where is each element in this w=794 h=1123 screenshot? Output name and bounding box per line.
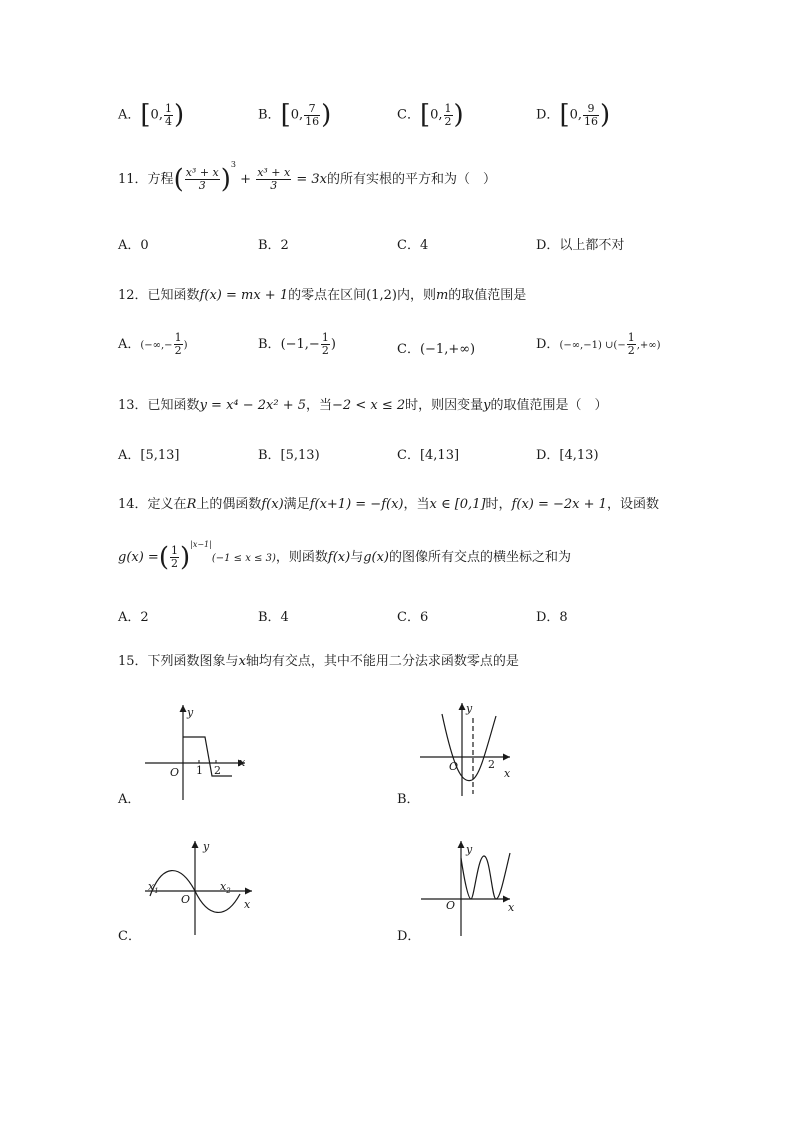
q10-option-c[interactable]: C．[0, $\frac{1}{2}$ ) [397,100,464,130]
q11-option-a[interactable]: A．0 [118,238,149,253]
graph-d-curve [461,853,510,899]
q13-option-a[interactable]: A．[5,13] [118,448,180,463]
q10-option-d[interactable]: D．[0, $\frac{9}{16}$ ) [536,100,611,130]
q14-option-c[interactable]: C．6 [397,610,429,625]
q13-option-d[interactable]: D．[4,13) [536,448,599,463]
q10-option-b[interactable]: B．[0, $\frac{7}{16}$ ) [258,100,332,130]
graph-a-curve [183,737,232,776]
q14-option-d[interactable]: D．8 [536,610,568,625]
q10-option-a[interactable]: A．[0, $\frac{1}{4}$ ) [118,100,185,130]
graph-b-label: B． [397,792,420,807]
q13-option-c[interactable]: C．[4,13] [397,448,460,463]
q14-stem-line2: g(x) =( $\frac{1}{2}$ )$^{|x-1|}$(−1 ≤ x ≤ 3)，则函数f(x)与g(x)的图像所有交点的横坐标之和为 [118,540,572,573]
q14-stem-line1: 14．定义在R上的偶函数f(x)满足f(x+1) = −f(x)，当x ∈ [0,1]时，f(x) = −2x + 1，设函数 [118,497,659,512]
q11-option-b[interactable]: B．2 [258,238,289,253]
q11-option-d[interactable]: D．以上都不对 [536,238,625,253]
q15-stem: 15．下列函数图象与x轴均有交点，其中不能用二分法求函数零点的是 [118,654,519,669]
q14-option-b[interactable]: B．4 [258,610,289,625]
q13-option-b[interactable]: B．[5,13) [258,448,320,463]
graph-d-label: D． [397,929,421,944]
q14-option-a[interactable]: A．2 [118,610,149,625]
graph-a-label: A． [118,792,141,807]
q11-option-c[interactable]: C．4 [397,238,429,253]
graph-b [418,700,518,800]
q12-option-c[interactable]: C．(−1,+∞) [397,342,476,357]
graph-c-label: C． [118,929,141,944]
q12-option-a[interactable]: A．(−∞,− $\frac{1}{2}$ ) [118,331,188,357]
q11-stem: 11．方程( $\frac{\text{x³ + x}}{3}$ )$^3$ + $\frac{\text{x³ + x}}{3}$ = 3x的所有实根的平方和为（ ） [118,160,497,195]
q12-option-b[interactable]: B．(−1,− $\frac{1}{2}$ ) [258,331,336,357]
graph-a [140,700,260,805]
q12-option-d[interactable]: D．(−∞,−1) ∪(− $\frac{1}{2}$ ,+∞) [536,331,661,357]
q13-stem: 13．已知函数y = x⁴ − 2x² + 5，当−2 < x ≤ 2时，则因变量y的取值范围是（ ） [118,398,608,413]
q12-stem: 12．已知函数f(x) = mx + 1的零点在区间(1,2)内，则m的取值范围是 [118,288,527,303]
